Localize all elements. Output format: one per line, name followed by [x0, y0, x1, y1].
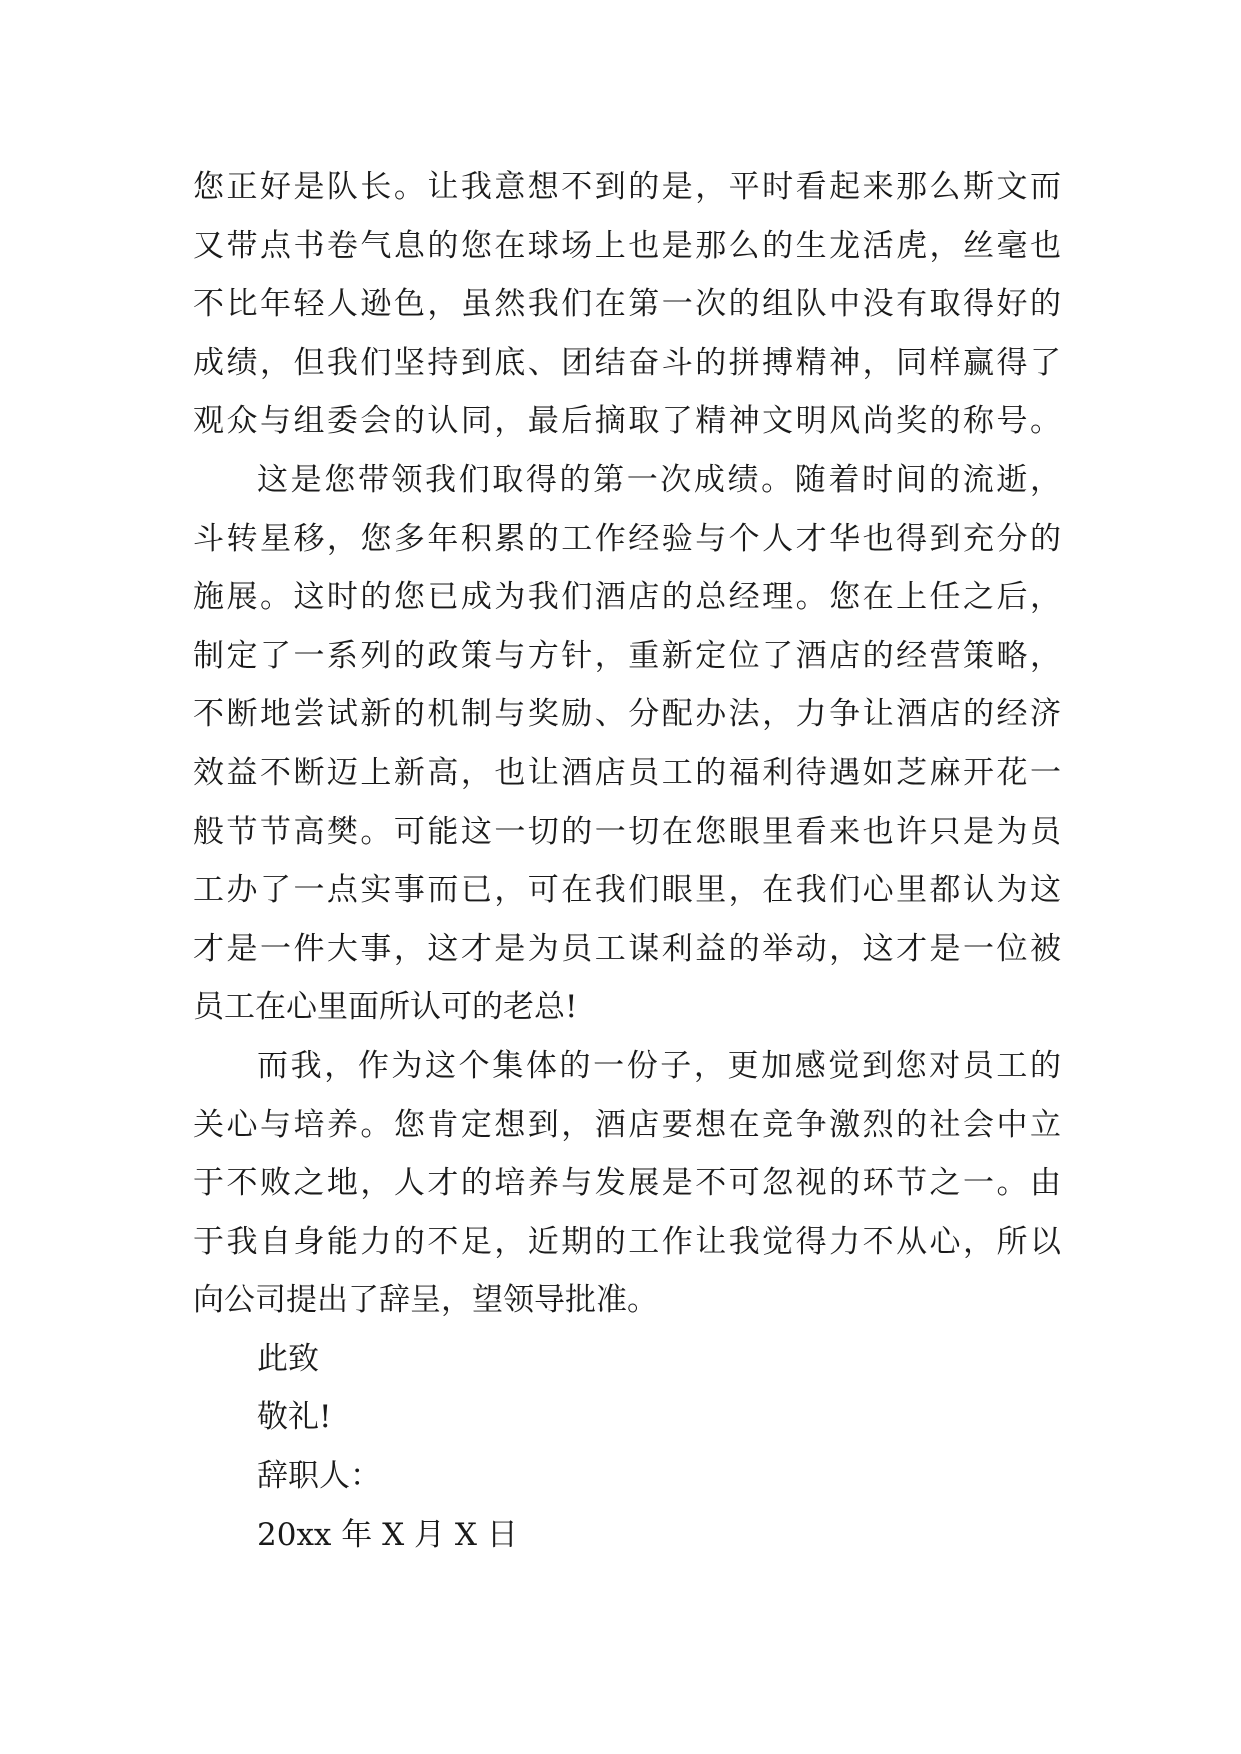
- text-line: 又带点书卷气息的您在球场上也是那么的生龙活虎，丝毫也: [193, 227, 1061, 264]
- text-line: 效益不断迈上新高，也让酒店员工的福利待遇如芝麻开花一: [193, 754, 1061, 791]
- paragraph-2: [193, 451, 1061, 1037]
- text-line: 工办了一点实事而已，可在我们眼里，在我们心里都认为这: [193, 872, 1061, 909]
- salutation: 此致: [257, 1340, 319, 1377]
- regards: 敬礼!: [257, 1399, 332, 1436]
- text-line: 关心与培养。您肯定想到，酒店要想在竞争激烈的社会中立: [193, 1106, 1061, 1143]
- paragraph-3: [193, 1037, 1061, 1330]
- letter-body: [193, 158, 1061, 1564]
- text-line: 施展。这时的您已成为我们酒店的总经理。您在上任之后，: [193, 579, 1061, 616]
- text-line: 成绩，但我们坚持到底、团结奋斗的拼搏精神，同样赢得了: [193, 344, 1061, 381]
- text-line: 于我自身能力的不足，近期的工作让我觉得力不从心，所以: [193, 1223, 1061, 1260]
- paragraph-1: [193, 158, 1061, 451]
- text-line: 不断地尝试新的机制与奖励、分配办法，力争让酒店的经济: [193, 696, 1061, 733]
- text-line: 斗转星移，您多年积累的工作经验与个人才华也得到充分的: [193, 520, 1061, 557]
- signature-label: 辞职人：: [257, 1458, 381, 1495]
- text-line: 于不败之地，人才的培养与发展是不可忽视的环节之一。由: [193, 1165, 1061, 1202]
- text-line: 而我，作为这个集体的一份子，更加感觉到您对员工的: [257, 1047, 1061, 1084]
- text-line: 员工在心里面所认可的老总!: [193, 989, 578, 1026]
- text-line: 这是您带领我们取得的第一次成绩。随着时间的流逝，: [257, 461, 1061, 498]
- letter-closing: [193, 1330, 1061, 1564]
- text-line: 不比年轻人逊色，虽然我们在第一次的组队中没有取得好的: [193, 286, 1061, 323]
- text-line: 向公司提出了辞呈，望领导批准。: [193, 1282, 658, 1319]
- text-line: 观众与组委会的认同，最后摘取了精神文明风尚奖的称号。: [193, 403, 1061, 440]
- text-line: 制定了一系列的政策与方针，重新定位了酒店的经营策略，: [193, 637, 1061, 674]
- text-line: 才是一件大事，这才是为员工谋利益的举动，这才是一位被: [193, 930, 1061, 967]
- text-line: 般节节高樊。可能这一切的一切在您眼里看来也许只是为员: [193, 813, 1061, 850]
- date: 20xx 年 X 月 X 日: [257, 1516, 518, 1553]
- text-line: 您正好是队长。让我意想不到的是，平时看起来那么斯文而: [193, 169, 1061, 205]
